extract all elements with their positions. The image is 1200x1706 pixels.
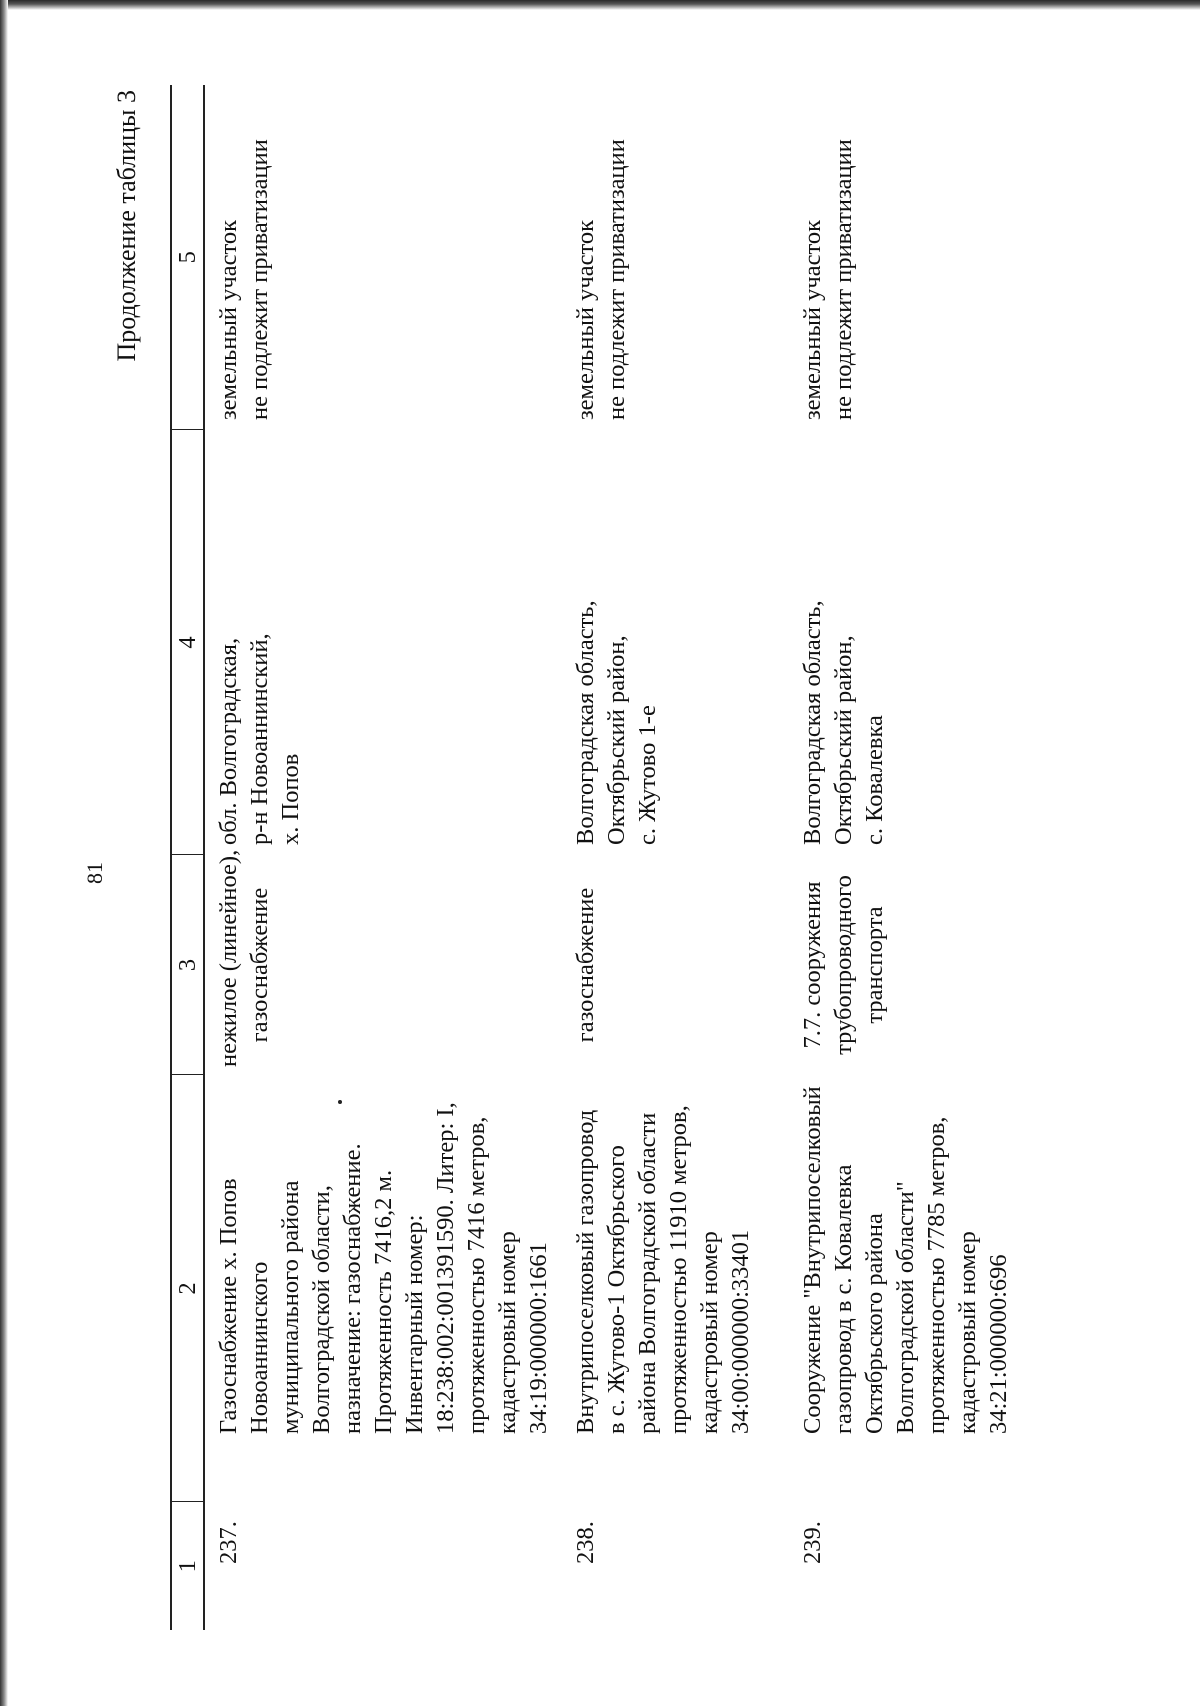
object-purpose: газоснабжение bbox=[572, 887, 599, 1043]
row-number: 239. bbox=[799, 1521, 826, 1564]
object-purpose: 7.7. сооружения трубопроводного транспорта bbox=[799, 875, 888, 1055]
object-note: земельный участок не подлежит приватизации bbox=[215, 139, 273, 420]
object-address: обл. Волгоградская, р-н Новоаннинский, х. Попов bbox=[215, 633, 304, 845]
object-name: Сооружение "Внутрипоселковый газопровод в с. Ковалевка Октябрьского района Волгоградской области" протяженностью 7785 метров, кадастровый номер 34:21:000000:696 bbox=[799, 1086, 1012, 1434]
object-note: земельный участок не подлежит приватизации bbox=[572, 139, 630, 420]
table-row bbox=[562, 85, 789, 1630]
table-row bbox=[789, 85, 1029, 1630]
object-note: земельный участок не подлежит приватизации bbox=[799, 139, 857, 420]
page-number: 81 bbox=[82, 862, 107, 884]
table-header-row bbox=[171, 85, 204, 1630]
object-purpose: нежилое (линейное), газоснабжение bbox=[215, 849, 273, 1067]
object-address: Волгоградская область, Октябрьский район, с. Ковалевка bbox=[799, 600, 888, 845]
continuation-label: Продолжение таблицы 3 bbox=[112, 90, 141, 362]
row-number: 238. bbox=[572, 1521, 599, 1564]
table-row bbox=[204, 85, 562, 1630]
header-col-1: 1 bbox=[171, 1502, 204, 1630]
object-address: Волгоградская область, Октябрьский район, с. Жутово 1-е bbox=[572, 600, 661, 845]
property-table bbox=[170, 85, 1029, 1630]
header-col-3: 3 bbox=[171, 855, 204, 1075]
header-col-5: 5 bbox=[171, 85, 204, 430]
row-number: 237. bbox=[215, 1521, 242, 1564]
object-name: Газоснабжение х. Попов Новоаннинского муниципального района Волгоградской области, назначение: газоснабжение. Протяженность 7416,2 м. Инвентарный номер: 18:238:002:001391590. Литер: I, протяженностью 7416 метров, кадастровый номер 34:19:000000:1661 bbox=[215, 1102, 552, 1434]
object-name: Внутрипоселковый газопровод в с. Жутово-1 Октябрьского района Волгоградской области протяженностью 11910 метров, кадастровый номер 34:00:000000:33401 bbox=[572, 1105, 754, 1434]
header-col-4: 4 bbox=[171, 430, 204, 855]
header-col-2: 2 bbox=[171, 1075, 204, 1502]
